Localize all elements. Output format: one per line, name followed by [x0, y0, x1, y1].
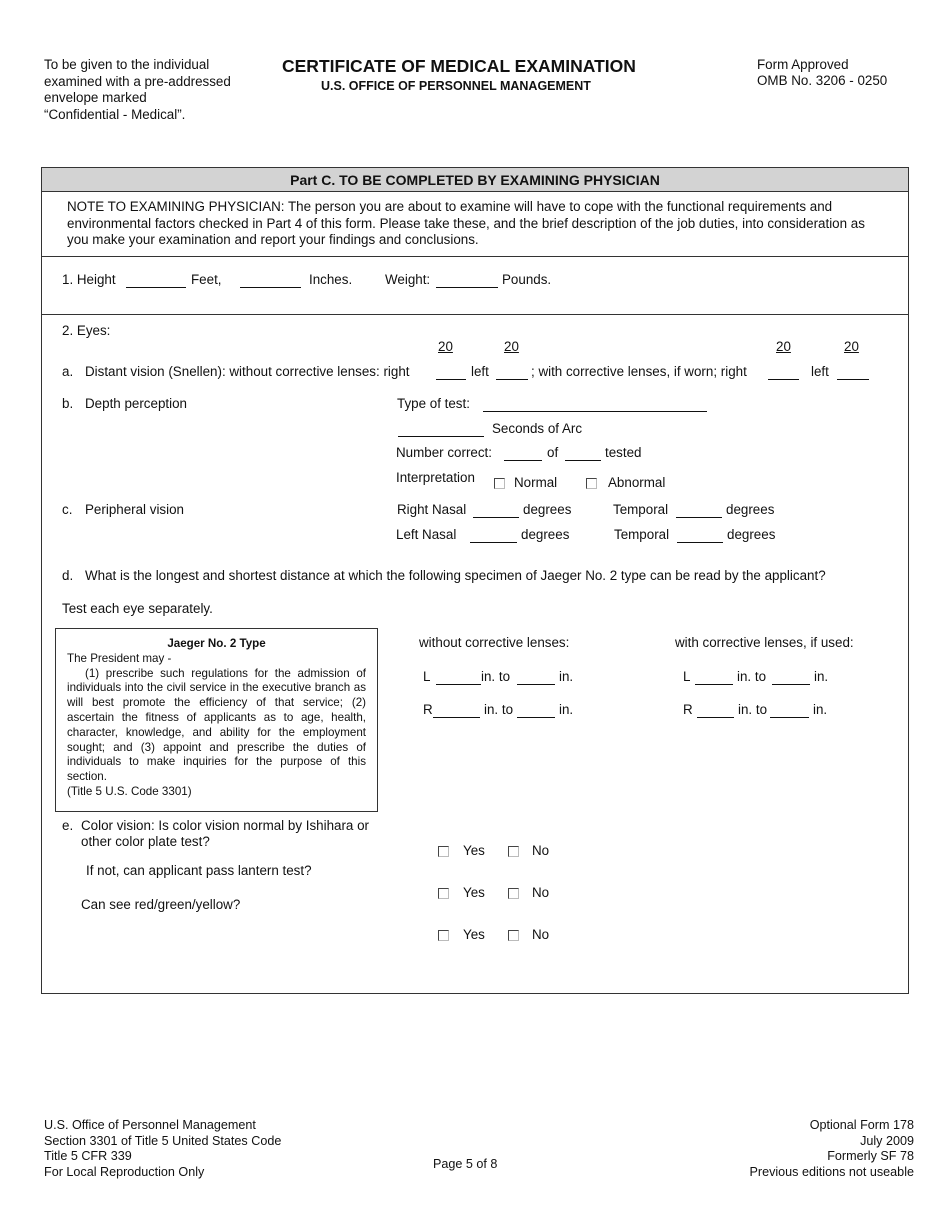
no-label: No — [532, 927, 550, 942]
snellen-denominator: 20 — [504, 339, 519, 354]
left-temporal-field[interactable] — [677, 529, 723, 543]
distant-vision-label: Distant vision (Snellen): without corrective lenses: right — [85, 364, 410, 379]
with-r-to-field[interactable] — [770, 704, 809, 718]
with-left-field[interactable] — [837, 366, 869, 380]
peripheral-vision-label: Peripheral vision — [85, 502, 184, 517]
degrees-label: degrees — [523, 502, 572, 517]
form-subtitle: U.S. OFFICE OF PERSONNEL MANAGEMENT — [321, 79, 591, 93]
physician-note: NOTE TO EXAMINING PHYSICIAN: The person you are about to examine will have to cope with the functional requirements and environmental factors checked in Part 4 of this form. Please take these, and the brief description of the job duties, into consideration as you make your examination and report your findings and conclusions. — [67, 199, 865, 248]
right-nasal-label: Right Nasal — [397, 502, 467, 517]
seconds-of-arc-label: Seconds of Arc — [492, 421, 583, 436]
l-label: L — [683, 669, 691, 684]
pounds-label: Pounds. — [502, 272, 552, 287]
in-label: in. — [814, 669, 829, 684]
in-to-label: in. to — [738, 702, 768, 717]
lantern-test-question: If not, can applicant pass lantern test? — [86, 863, 312, 878]
with-l-from-field[interactable] — [695, 671, 733, 685]
right-nasal-field[interactable] — [473, 504, 519, 518]
red-green-yellow-question: Can see red/green/yellow? — [81, 897, 241, 912]
item-c-letter: c. — [62, 502, 73, 517]
weight-field[interactable] — [436, 274, 498, 288]
form-title: CERTIFICATE OF MEDICAL EXAMINATION — [282, 56, 636, 76]
number-correct-label: Number correct: — [396, 445, 492, 460]
rgy-yes-checkbox[interactable] — [438, 930, 449, 941]
number-correct-field[interactable] — [504, 447, 542, 461]
left-label: left — [811, 364, 829, 379]
degrees-label: degrees — [727, 527, 776, 542]
test-each-eye-note: Test each eye separately. — [62, 601, 213, 616]
number-tested-field[interactable] — [565, 447, 601, 461]
color-vision-question-cont: other color plate test? — [81, 834, 210, 849]
l-label: L — [423, 669, 431, 684]
tested-label: tested — [605, 445, 642, 460]
temporal-label: Temporal — [614, 527, 670, 542]
without-l-to-field[interactable] — [517, 671, 555, 685]
degrees-label: degrees — [521, 527, 570, 542]
of-label: of — [547, 445, 559, 460]
with-right-field[interactable] — [768, 366, 799, 380]
footer-left: U.S. Office of Personnel Management Section 3301 of Title 5 United States Code Title 5 CFR 339 For Local Reproduction Only — [44, 1118, 282, 1179]
jaeger-specimen-box — [55, 628, 378, 812]
type-of-test-field[interactable] — [483, 398, 707, 412]
item-a-letter: a. — [62, 364, 74, 379]
lantern-yes-checkbox[interactable] — [438, 888, 449, 899]
item-b-letter: b. — [62, 396, 74, 411]
type-of-test-label: Type of test: — [397, 396, 470, 411]
abnormal-checkbox[interactable] — [586, 478, 597, 489]
without-right-field[interactable] — [436, 366, 466, 380]
depth-perception-label: Depth perception — [85, 396, 187, 411]
divider — [42, 314, 908, 315]
left-nasal-field[interactable] — [470, 529, 517, 543]
inches-label: Inches. — [309, 272, 353, 287]
no-label: No — [532, 843, 550, 858]
color-vision-yes-checkbox[interactable] — [438, 846, 449, 857]
page-number: Page 5 of 8 — [433, 1157, 498, 1171]
divider — [42, 256, 908, 257]
weight-label: Weight: — [385, 272, 431, 287]
form-approval: Form Approved OMB No. 3206 - 0250 — [757, 57, 888, 88]
rgy-no-checkbox[interactable] — [508, 930, 519, 941]
jaeger-title: Jaeger No. 2 Type — [167, 637, 266, 650]
r-label: R — [423, 702, 433, 717]
jaeger-question: What is the longest and shortest distance at which the following specimen of Jaeger No. 2 type can be read by the applicant? — [85, 568, 826, 583]
height-feet-field[interactable] — [126, 274, 186, 288]
item-e-letter: e. — [62, 818, 74, 833]
snellen-denominator: 20 — [776, 339, 791, 354]
yes-label: Yes — [463, 927, 485, 942]
feet-label: Feet, — [191, 272, 222, 287]
without-left-field[interactable] — [496, 366, 528, 380]
no-label: No — [532, 885, 550, 900]
item-d-letter: d. — [62, 568, 74, 583]
snellen-denominator: 20 — [438, 339, 453, 354]
in-label: in. — [559, 702, 574, 717]
with-lenses-label: ; with corrective lenses, if worn; right — [531, 364, 747, 379]
footer-right: Optional Form 178 July 2009 Formerly SF 78 Previous editions not useable — [749, 1118, 914, 1179]
yes-label: Yes — [463, 843, 485, 858]
header-left-note: To be given to the individual examined with a pre-addressed envelope marked “Confidential - Medical”. — [44, 57, 231, 122]
normal-label: Normal — [514, 475, 558, 490]
jaeger-body: (1) prescribe such regulations for the admission of individuals into the civil service in the executive branch as will best promote the efficiency of that service; (2) ascertain the fitness of applicants as to age, health, character, knowledge, and ability for the employment sought; and (3) appoint and prescribe the duties of individuals to make inquiries for the purpose of this section. — [67, 666, 366, 784]
in-to-label: in. to — [737, 669, 767, 684]
left-nasal-label: Left Nasal — [396, 527, 457, 542]
height-label: 1. Height — [62, 272, 116, 287]
without-l-from-field[interactable] — [436, 671, 481, 685]
with-lenses-heading: with corrective lenses, if used: — [675, 635, 854, 650]
height-inches-field[interactable] — [240, 274, 301, 288]
in-label: in. — [559, 669, 574, 684]
abnormal-label: Abnormal — [608, 475, 666, 490]
left-label: left — [471, 364, 489, 379]
eyes-title: 2. Eyes: — [62, 323, 111, 338]
with-l-to-field[interactable] — [772, 671, 810, 685]
color-vision-no-checkbox[interactable] — [508, 846, 519, 857]
without-lenses-heading: without corrective lenses: — [419, 635, 570, 650]
r-label: R — [683, 702, 693, 717]
jaeger-line1: The President may - — [67, 651, 172, 665]
right-temporal-field[interactable] — [676, 504, 722, 518]
seconds-of-arc-field[interactable] — [398, 423, 484, 437]
with-r-from-field[interactable] — [697, 704, 734, 718]
in-to-label: in. to — [481, 669, 511, 684]
temporal-label: Temporal — [613, 502, 669, 517]
jaeger-cite: (Title 5 U.S. Code 3301) — [67, 784, 192, 798]
snellen-denominator: 20 — [844, 339, 859, 354]
yes-label: Yes — [463, 885, 485, 900]
in-to-label: in. to — [484, 702, 514, 717]
color-vision-question: Color vision: Is color vision normal by Ishihara or — [81, 818, 370, 833]
part-c-heading: Part C. TO BE COMPLETED BY EXAMINING PHYSICIAN — [42, 168, 908, 192]
degrees-label: degrees — [726, 502, 775, 517]
in-label: in. — [813, 702, 828, 717]
lantern-no-checkbox[interactable] — [508, 888, 519, 899]
interpretation-label: Interpretation — [396, 470, 475, 485]
normal-checkbox[interactable] — [494, 478, 505, 489]
without-r-from-field[interactable] — [433, 704, 480, 718]
without-r-to-field[interactable] — [517, 704, 555, 718]
